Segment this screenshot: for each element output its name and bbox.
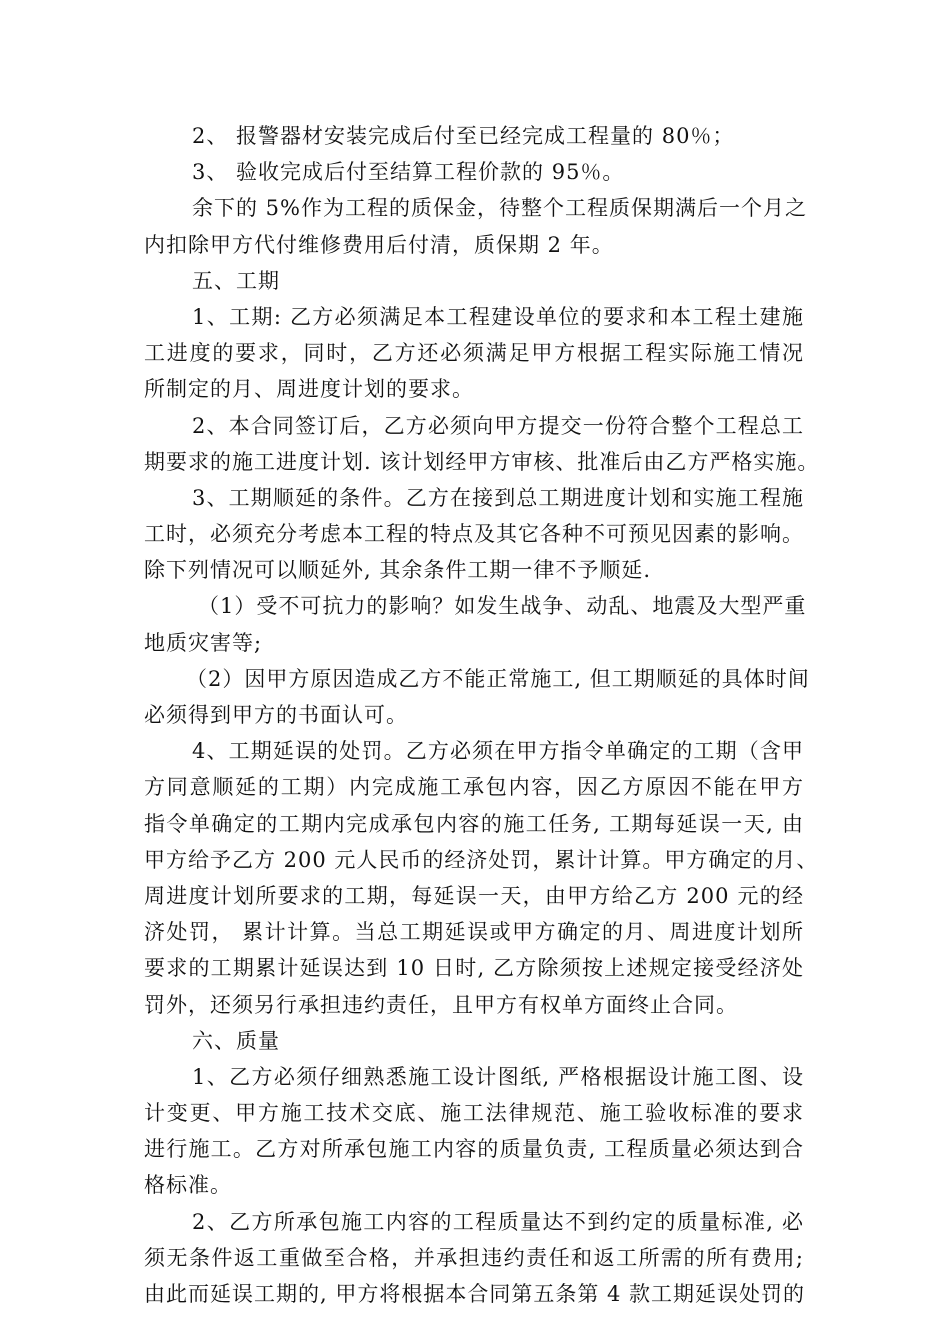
text-line: 1、乙方必须仔细熟悉施工设计图纸, 严格根据设计施工图、设 <box>192 1064 804 1089</box>
text-line: 所制定的月、周进度计划的要求。 <box>144 377 474 402</box>
text-line: 须无条件返工重做至合格，并承担违约责任和返工所需的所有费用; <box>144 1245 804 1270</box>
text-line: 济处罚， 累计计算。当总工期延误或甲方确定的月、周进度计划所 <box>144 920 804 945</box>
text-line: 除下列情况可以顺延外, 其余条件工期一律不予顺延. <box>144 558 652 583</box>
text-line: 4、工期延误的处罚。乙方必须在甲方指令单确定的工期（含甲 <box>192 739 804 764</box>
text-line: 格标准。 <box>144 1173 232 1198</box>
text-line: 2、 报警器材安装完成后付至已经完成工程量的 80％； <box>192 124 735 148</box>
text-line: 2、本合同签订后，乙方必须向甲方提交一份符合整个工程总工 <box>192 413 804 438</box>
text-line: 2、乙方所承包施工内容的工程质量达不到约定的质量标准, 必 <box>192 1209 804 1234</box>
text-line: 地质灾害等; <box>144 630 263 655</box>
text-line: 五、工期 <box>192 268 280 293</box>
text-line: 指令单确定的工期内完成承包内容的施工任务, 工期每延误一天, 由 <box>144 811 804 836</box>
text-line: 工时，必须充分考虑本工程的特点及其它各种不可预见因素的影响。 <box>144 522 804 547</box>
text-line: 方同意顺延的工期）内完成施工承包内容，因乙方原因不能在甲方 <box>144 775 804 800</box>
text-line: 甲方给予乙方 200 元人民币的经济处罚，累计计算。甲方确定的月、 <box>144 847 819 872</box>
text-line: 六、质量 <box>192 1028 280 1053</box>
text-line: （1）受不可抗力的影响？如发生战争、动乱、地震及大型严重 <box>198 594 807 619</box>
text-line: 期要求的施工进度计划. 该计划经甲方审核、批准后由乙方严格实施。 <box>144 449 820 474</box>
text-line: 要求的工期累计延误达到 10 日时, 乙方除须按上述规定接受经济处 <box>144 956 804 981</box>
text-line: 3、工期顺延的条件。乙方在接到总工期进度计划和实施工程施 <box>192 485 804 510</box>
text-line: 由此而延误工期的, 甲方将根据本合同第五条第 4 款工期延误处罚的 <box>144 1282 806 1306</box>
document-body <box>144 118 820 1312</box>
text-line: 内扣除甲方代付维修费用后付清，质保期 2 年。 <box>144 232 614 257</box>
text-line: 1、工期: 乙方必须满足本工程建设单位的要求和本工程土建施 <box>192 304 804 329</box>
text-line: 3、 验收完成后付至结算工程价款的 95％。 <box>192 160 625 185</box>
text-line: 进行施工。乙方对所承包施工内容的质量负责, 工程质量必须达到合 <box>144 1137 804 1162</box>
text-line: 余下的 5%作为工程的质保金，待整个工程质保期满后一个月之 <box>192 196 807 221</box>
text-line: 计变更、甲方施工技术交底、施工法律规范、施工验收标准的要求 <box>144 1101 804 1126</box>
text-line: 必须得到甲方的书面认可。 <box>144 703 408 727</box>
text-line: 工进度的要求，同时，乙方还必须满足甲方根据工程实际施工情况 <box>144 341 804 366</box>
text-line: 周进度计划所要求的工期，每延误一天，由甲方给乙方 200 元的经 <box>144 883 804 908</box>
text-line: （2）因甲方原因造成乙方不能正常施工, 但工期顺延的具体时间 <box>186 666 810 691</box>
text-line: 罚外，还须另行承担违约责任，且甲方有权单方面终止合同。 <box>144 992 738 1017</box>
